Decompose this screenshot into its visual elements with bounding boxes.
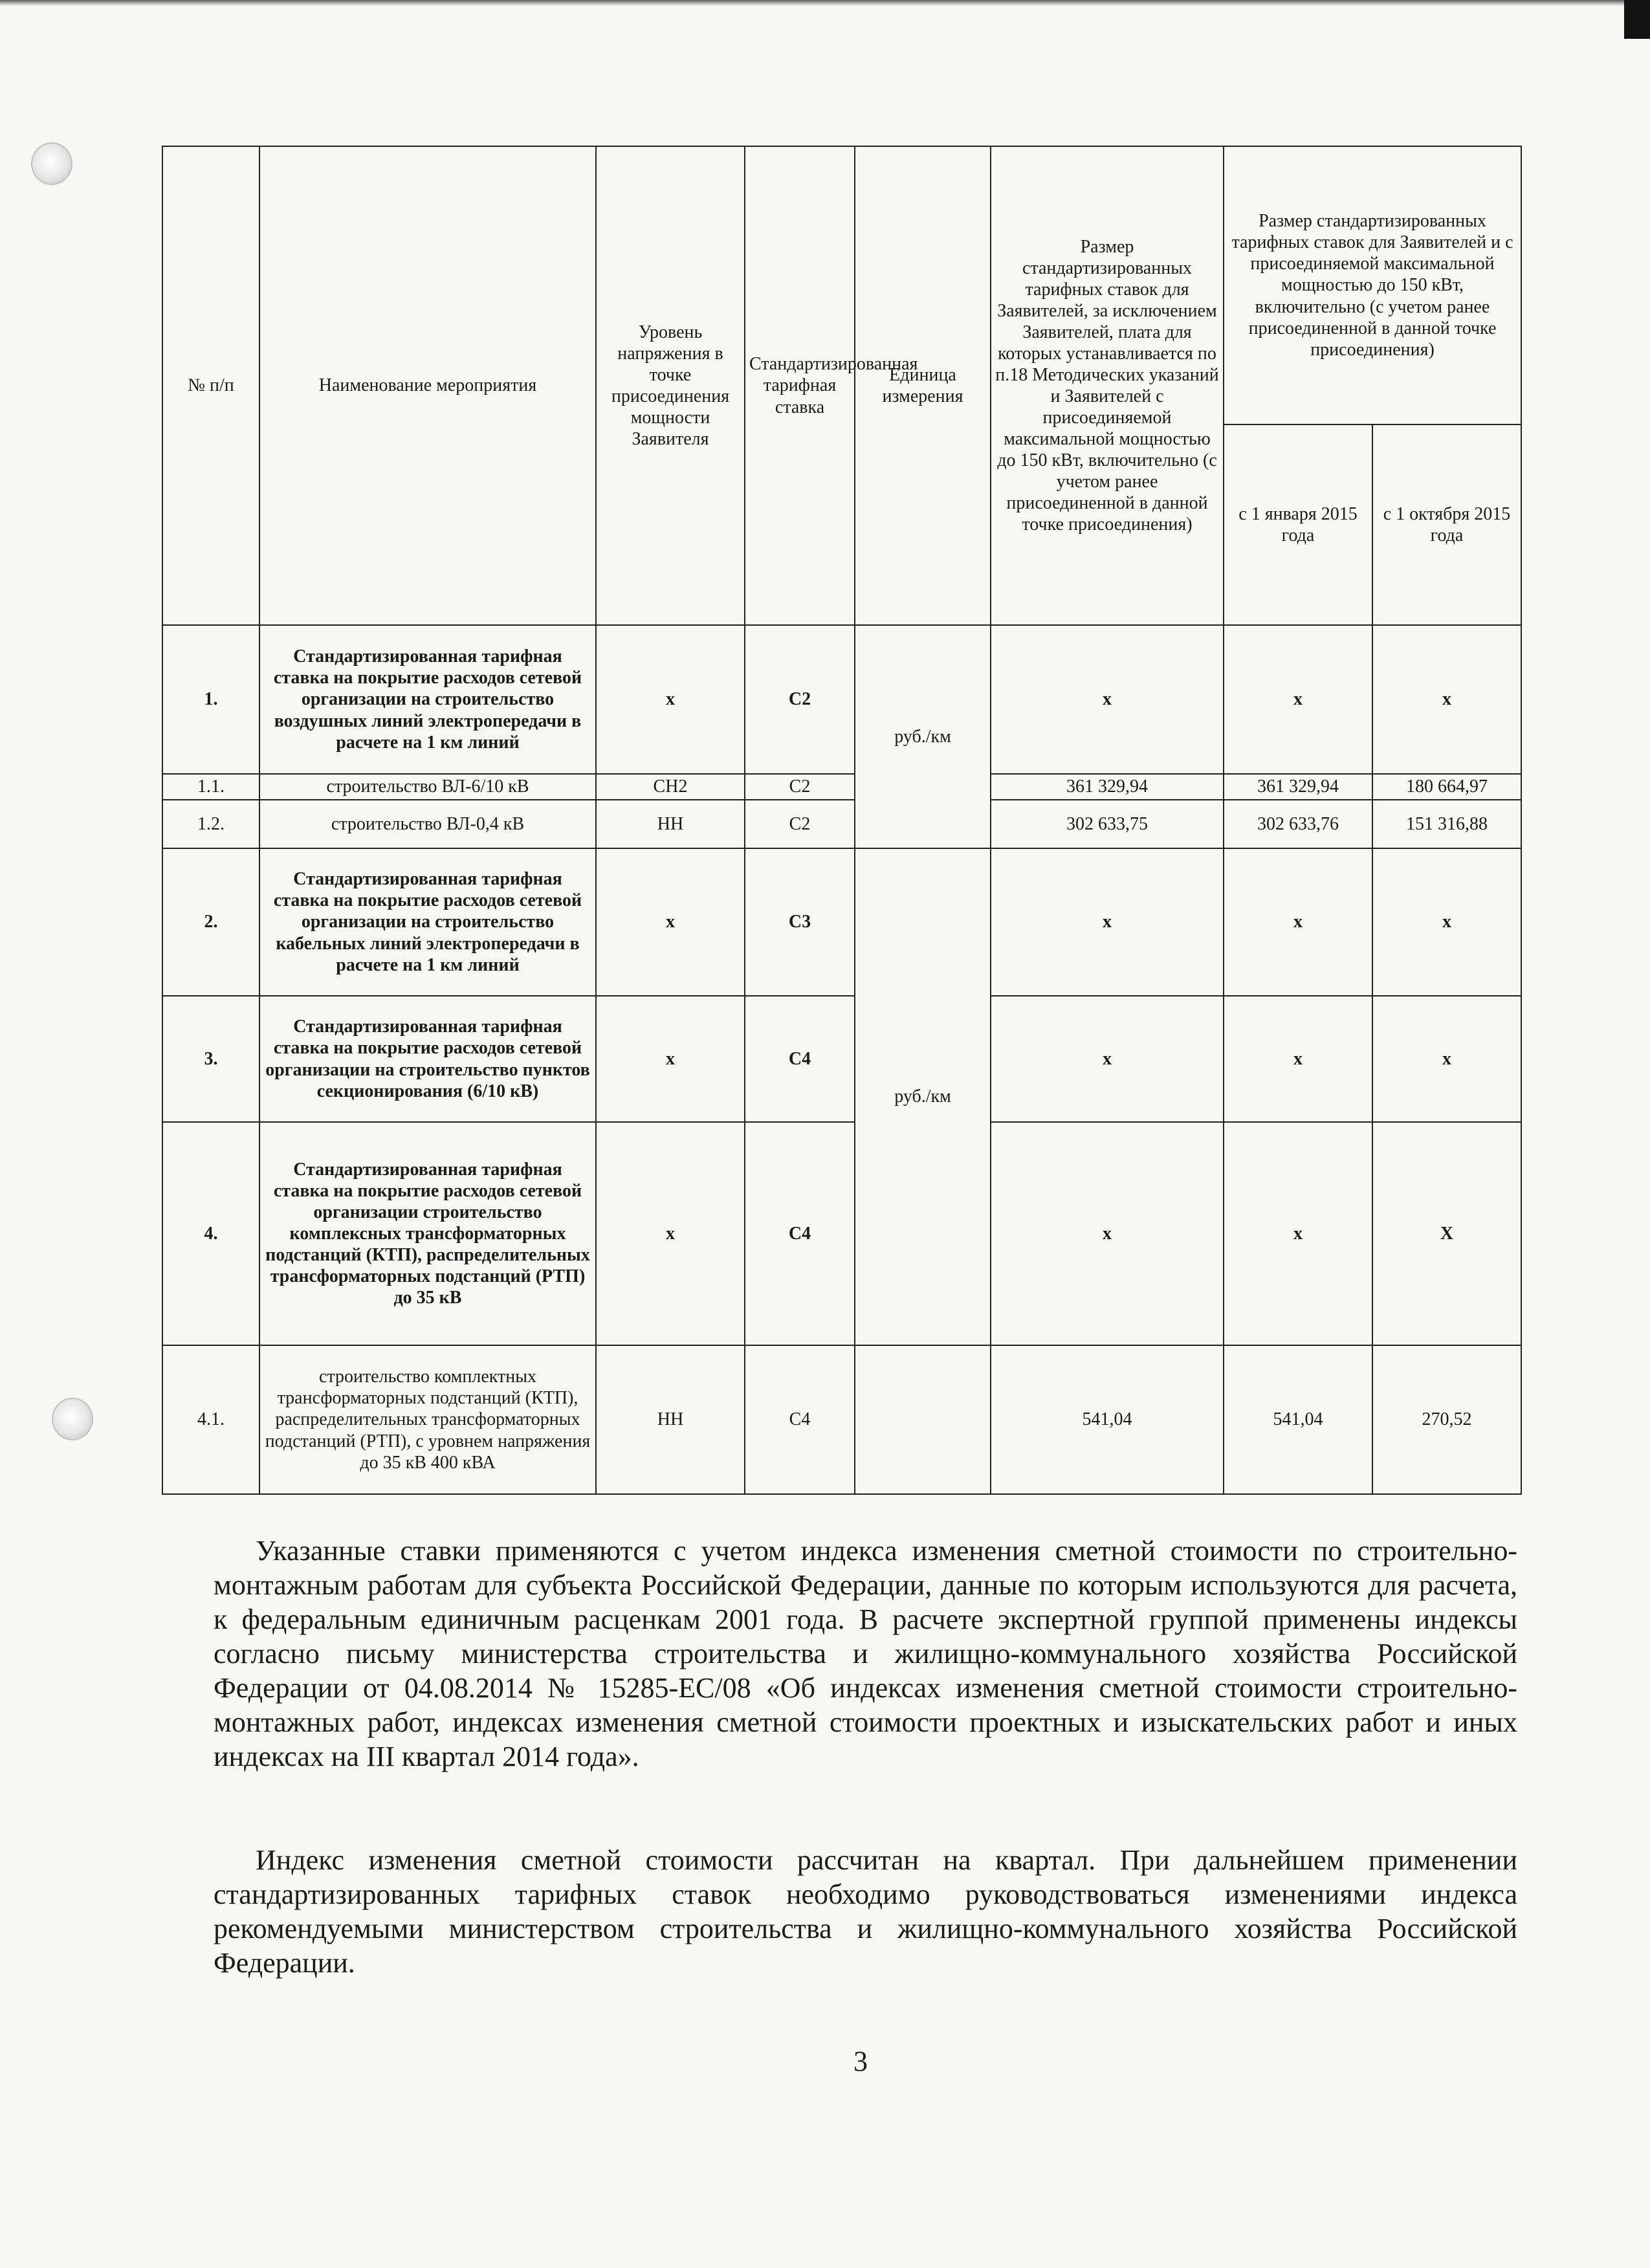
row-rate3: 151 316,88 xyxy=(1372,800,1521,848)
scan-top-edge xyxy=(0,0,1650,6)
header-date-jan: с 1 января 2015 года xyxy=(1224,424,1372,625)
header-std-rate: Стандартизированная тарифная ставка xyxy=(745,146,855,625)
row-rate1: х xyxy=(991,625,1224,774)
row-num: 1.1. xyxy=(162,774,259,800)
row-level: х xyxy=(596,625,745,774)
header-name: Наименование мероприятия xyxy=(259,146,596,625)
paragraph-indexes: Указанные ставки применяются с учетом индекса изменения сметной стоимости по строительно-монтажным работам для субъекта Российской Федерации, данные по которым используются для расчета, к федеральным единичным расценкам 2001 года. В расчете экспертной группой применены индексы согласно письму министерства строительства и жилищно-коммунального хозяйства Российской Федерации от 04.08.2014 № 15285-ЕС/08 «Об индексах изменения сметной стоимости строительно-монтажных работ, индексах изменения сметной стоимости проектных и изыскательских работ и иных индексах на III квартал 2014 года». xyxy=(214,1535,1517,1772)
row-level: СН2 xyxy=(596,774,745,800)
tariff-table xyxy=(162,146,1522,1495)
row-rate3: х xyxy=(1372,996,1521,1122)
scan-corner-mark xyxy=(1624,0,1650,39)
unit-cell-empty xyxy=(855,1345,991,1494)
row-name: строительство ВЛ-6/10 кВ xyxy=(259,774,596,800)
row-rate3: х xyxy=(1372,625,1521,774)
row-level: НН xyxy=(596,800,745,848)
row-level: х xyxy=(596,848,745,996)
row-num: 1.2. xyxy=(162,800,259,848)
row-level: НН xyxy=(596,1345,745,1494)
row-std: С2 xyxy=(745,800,855,848)
row-std: С4 xyxy=(745,1122,855,1345)
header-rate-150kw: Размер стандартизированных тарифных ставок для Заявителей и с присоединяемой максимальной мощностью до 150 кВт, включительно (с учетом ранее присоединенной в данной точке присоединения) xyxy=(1224,146,1521,424)
row-name: Стандартизированная тарифная ставка на покрытие расходов сетевой организации на строительство кабельных линий электропередачи в расчете на 1 км линий xyxy=(259,848,596,996)
row-num: 4.1. xyxy=(162,1345,259,1494)
row-rate2: 302 633,76 xyxy=(1224,800,1372,848)
row-std: С4 xyxy=(745,1345,855,1494)
row-name: Стандартизированная тарифная ставка на покрытие расходов сетевой организации строительство комплексных трансформаторных подстанций (КТП), распределительных трансформаторных подстанций (РТП) до 35 кВ xyxy=(259,1122,596,1345)
unit-cell: руб./км xyxy=(855,848,991,1345)
row-rate1: 361 329,94 xyxy=(991,774,1224,800)
row-rate2: х xyxy=(1224,996,1372,1122)
row-name: строительство ВЛ-0,4 кВ xyxy=(259,800,596,848)
row-rate1: х xyxy=(991,996,1224,1122)
row-rate1: 302 633,75 xyxy=(991,800,1224,848)
row-num: 1. xyxy=(162,625,259,774)
row-level: х xyxy=(596,1122,745,1345)
row-rate3: 270,52 xyxy=(1372,1345,1521,1494)
row-name: Стандартизированная тарифная ставка на покрытие расходов сетевой организации на строительство пунктов секционирования (6/10 кВ) xyxy=(259,996,596,1122)
row-rate2: 361 329,94 xyxy=(1224,774,1372,800)
page-number: 3 xyxy=(853,2045,868,2077)
row-std: С2 xyxy=(745,625,855,774)
punch-hole-bottom xyxy=(52,1398,93,1440)
header-num: № п/п xyxy=(162,146,259,625)
header-rate-general: Размер стандартизированных тарифных ставок для Заявителей, за исключением Заявителей, плата для которых устанавливается по п.18 Методических указаний и Заявителей с присоединяемой максимальной мощностью до 150 кВт, включительно (с учетом ранее присоединенной в данной точке присоединения) xyxy=(991,146,1224,625)
row-rate3: 180 664,97 xyxy=(1372,774,1521,800)
header-level: Уровень напряжения в точке присоединения мощности Заявителя xyxy=(596,146,745,625)
row-rate1: 541,04 xyxy=(991,1345,1224,1494)
row-num: 3. xyxy=(162,996,259,1122)
row-rate2: 541,04 xyxy=(1224,1345,1372,1494)
row-level: х xyxy=(596,996,745,1122)
row-rate1: х xyxy=(991,1122,1224,1345)
row-std: С4 xyxy=(745,996,855,1122)
unit-cell: руб./км xyxy=(855,625,991,848)
punch-hole-top xyxy=(31,142,72,185)
row-name: строительство комплектных трансформаторных подстанций (КТП), распределительных трансформаторных подстанций (РТП), с уровнем напряжения до 35 кВ 400 кВА xyxy=(259,1345,596,1494)
row-rate1: х xyxy=(991,848,1224,996)
paragraph-quarter: Индекс изменения сметной стоимости рассчитан на квартал. При дальнейшем применении стандартизированных тарифных ставок необходимо руководствоваться изменениями индекса рекомендуемыми министерством строительства и жилищно-коммунального хозяйства Российской Федерации. xyxy=(214,1844,1517,1979)
header-date-oct: с 1 октября 2015 года xyxy=(1372,424,1521,625)
row-rate3: Х xyxy=(1372,1122,1521,1345)
row-rate2: х xyxy=(1224,848,1372,996)
row-name: Стандартизированная тарифная ставка на покрытие расходов сетевой организации на строительство воздушных линий электропередачи в расчете на 1 км линий xyxy=(259,625,596,774)
row-num: 2. xyxy=(162,848,259,996)
row-rate3: х xyxy=(1372,848,1521,996)
row-rate2: х xyxy=(1224,625,1372,774)
row-std: С3 xyxy=(745,848,855,996)
header-unit: Единица измерения xyxy=(855,146,991,625)
row-rate2: х xyxy=(1224,1122,1372,1345)
row-num: 4. xyxy=(162,1122,259,1345)
row-std: С2 xyxy=(745,774,855,800)
